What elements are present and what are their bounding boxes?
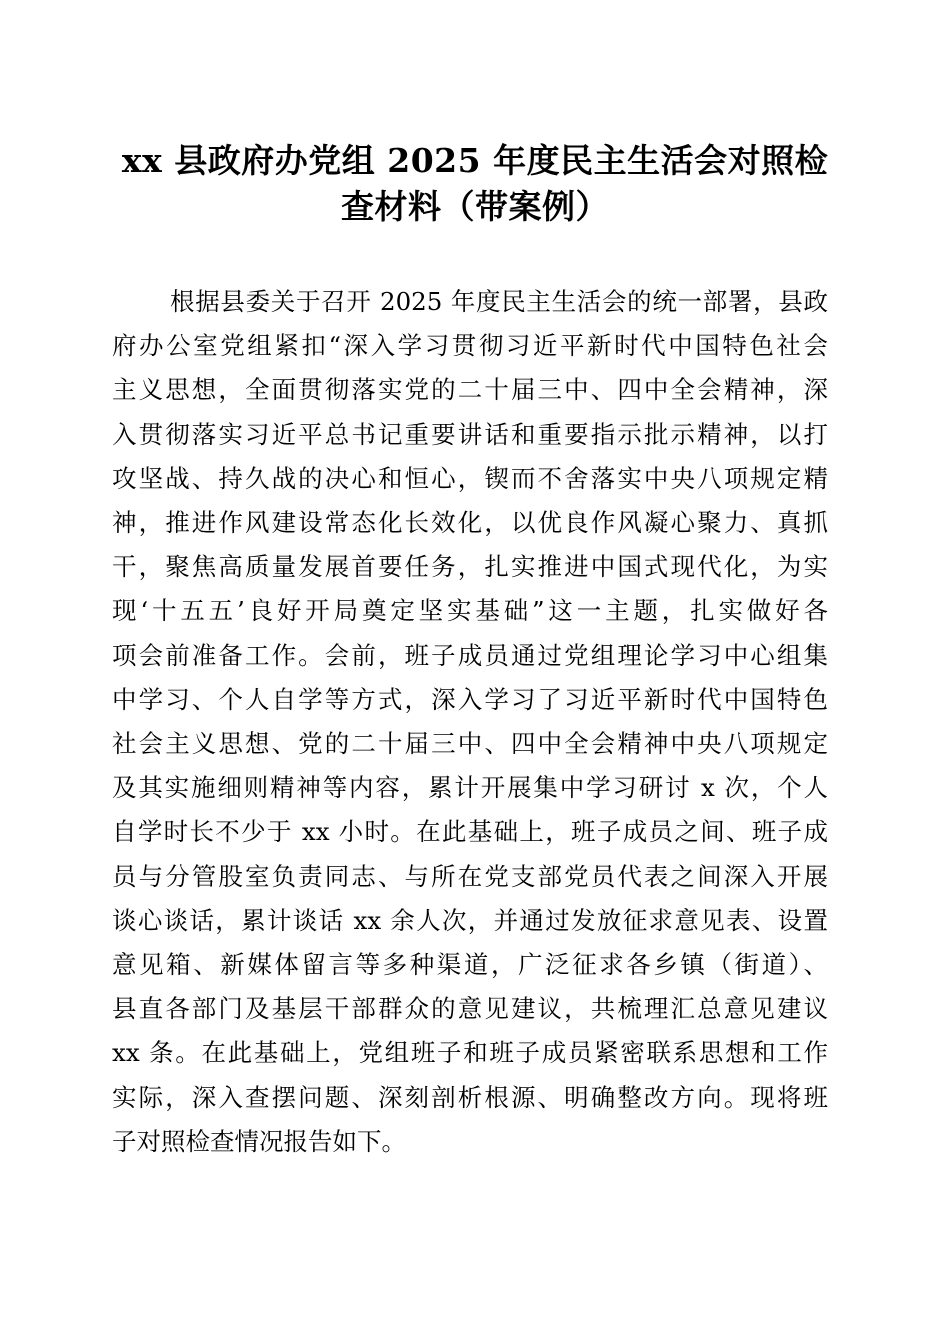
document-title xyxy=(60,138,890,230)
paragraph-line: 项会前准备工作。会前，班子成员通过党组理论学习中心组集 xyxy=(112,640,828,670)
title-line-2: 查材料（带案例） xyxy=(341,187,609,226)
title-line-1: xx 县政府办党组 2025 年度民主生活会对照检 xyxy=(121,141,829,180)
paragraph-line: 及其实施细则精神等内容，累计开展集中学习研讨 x 次，个人 xyxy=(112,773,828,803)
paragraph-line: 神，推进作风建设常态化长效化，以优良作风凝心聚力、真抓 xyxy=(112,508,828,538)
paragraph-line: 攻坚战、持久战的决心和恒心，锲而不舍落实中央八项规定精 xyxy=(112,463,828,493)
paragraph-line: 社会主义思想、党的二十届三中、四中全会精神中央八项规定 xyxy=(112,729,828,759)
paragraph-line: 干，聚焦高质量发展首要任务，扎实推进中国式现代化，为实 xyxy=(112,552,828,582)
paragraph-line: 根据县委关于召开 2025 年度民主生活会的统一部署，县政 xyxy=(170,287,828,316)
paragraph-line: 府办公室党组紧扣“深入学习贯彻习近平新时代中国特色社会 xyxy=(112,331,828,361)
paragraph-line: 县直各部门及基层干部群众的意见建议，共梳理汇总意见建议 xyxy=(112,994,828,1024)
paragraph-line: 谈心谈话，累计谈话 xx 余人次，并通过发放征求意见表、设置 xyxy=(112,905,828,935)
paragraph-line: 员与分管股室负责同志、与所在党支部党员代表之间深入开展 xyxy=(112,861,828,891)
paragraph-line: xx 条。在此基础上，党组班子和班子成员紧密联系思想和工作 xyxy=(112,1038,828,1068)
paragraph-line: 子对照检查情况报告如下。 xyxy=(112,1126,406,1156)
paragraph-line: 主义思想，全面贯彻落实党的二十届三中、四中全会精神，深 xyxy=(112,375,828,405)
paragraph-line: 现‘十五五’良好开局奠定坚实基础”这一主题，扎实做好各 xyxy=(112,596,828,626)
paragraph-line: 中学习、个人自学等方式，深入学习了习近平新时代中国特色 xyxy=(112,684,828,714)
paragraph-line: 意见箱、新媒体留言等多种渠道，广泛征求各乡镇（街道）、 xyxy=(112,950,828,980)
paragraph-line: 入贯彻落实习近平总书记重要讲话和重要指示批示精神，以打 xyxy=(112,419,828,449)
paragraph-line: 自学时长不少于 xx 小时。在此基础上，班子成员之间、班子成 xyxy=(112,817,828,847)
body-paragraph xyxy=(112,280,828,1164)
paragraph-line: 实际，深入查摆问题、深刻剖析根源、明确整改方向。现将班 xyxy=(112,1082,828,1112)
